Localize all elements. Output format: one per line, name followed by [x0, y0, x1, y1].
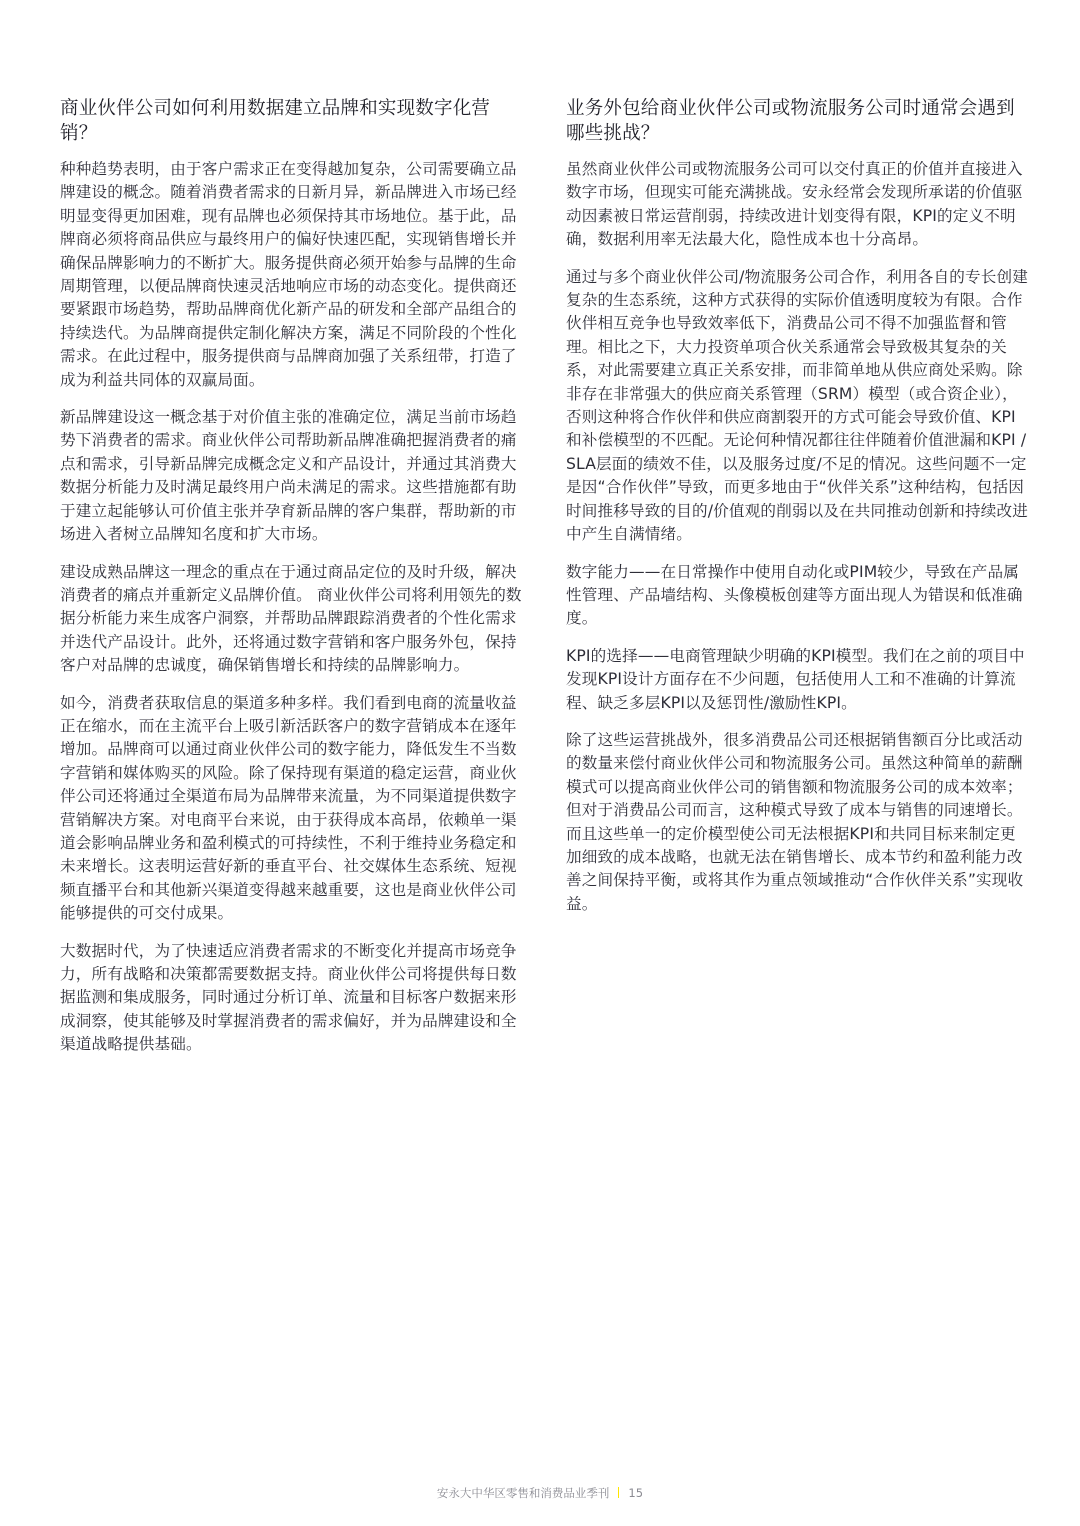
right-column: [566, 96, 1028, 930]
footer-publication: 安永大中华区零售和消费品业季刊: [436, 1486, 610, 1500]
left-heading: 商业伙伴公司如何利用数据建立品牌和实现数字化营销？: [60, 98, 491, 144]
footer-page-number: 15: [628, 1486, 644, 1500]
right-paragraph-4: KPI的选择——电商管理缺少明确的KPI模型。我们在之前的项目中发现KPI设计方面存在不少问题，包括使用人工和不准确的计算流程、缺乏多层KPI以及惩罚性/激励性KPI。: [566, 646, 1025, 712]
footer-separator: [618, 1487, 619, 1498]
left-paragraph-1: 种种趋势表明，由于客户需求正在变得越加复杂，公司需要确立品牌建设的概念。随着消费者需求的日新月异，新品牌进入市场已经明显变得更加困难，现有品牌也必须保持其市场地位。基于此，品牌商必须将商品供应与最终用户的偏好快速匹配，实现销售增长并确保品牌影响力的不断扩大。服务提供商必须开始参与品牌的生命周期管理，以便品牌商快速灵活地响应市场的动态变化。提供商还要紧跟市场趋势，帮助品牌商优化新产品的研发和全部产品组合的持续迭代。为品牌商提供定制化解决方案，满足不同阶段的个性化需求。在此过程中，服务提供商与品牌商加强了关系纽带，打造了成为利益共同体的双赢局面。: [60, 160, 517, 389]
right-paragraph-5: 除了这些运营挑战外，很多消费品公司还根据销售额百分比或活动的数量来偿付商业伙伴公司和物流服务公司。虽然这种简单的薪酬模式可以提高商业伙伴公司的销售额和物流服务公司的成本效率；但对于消费品公司而言，这种模式导致了成本与销售的同速增长。而且这些单一的定价模型使公司无法根据KPI和共同目标来制定更加细致的成本战略，也就无法在销售增长、成本节约和盈利能力改善之间保持平衡，或将其作为重点领域推动“合作伙伴关系”实现收益。: [566, 730, 1024, 913]
left-paragraph-2: 新品牌建设这一概念基于对价值主张的准确定位，满足当前市场趋势下消费者的需求。商业伙伴公司帮助新品牌准确把握消费者的痛点和需求，引导新品牌完成概念定义和产品设计，并通过其消费大数据分析能力及时满足最终用户尚未满足的需求。这些措施都有助于建立起能够认可价值主张并孕育新品牌的客户集群，帮助新的市场进入者树立品牌知名度和扩大市场。: [60, 408, 517, 544]
left-column: [60, 96, 522, 1071]
right-paragraph-3: 数字能力——在日常操作中使用自动化或PIM较少，导致在产品属性管理、产品墙结构、头像模板创建等方面出现人为错误和低准确度。: [566, 562, 1023, 628]
right-heading: 业务外包给商业伙伴公司或物流服务公司时通常会遇到哪些挑战？: [566, 98, 1015, 144]
right-paragraph-2: 通过与多个商业伙伴公司/物流服务公司合作，利用各自的专长创建复杂的生态系统，这种方式获得的实际价值透明度较为有限。合作伙伴相互竞争也导致效率低下，消费品公司不得不加强监督和管理。相比之下，大力投资单项合伙关系通常会导致极其复杂的关系，对此需要建立真正关系安排，而非简单地从供应商处采购。除非存在非常强大的供应商关系管理（SRM）模型（或合资企业），否则这种将合作伙伴和供应商割裂开的方式可能会导致价值、KPI和补偿模型的不匹配。无论何种情况都往往伴随着价值泄漏和KPI / SLA层面的绩效不佳，以及服务过度/不足的情况。这些问题不一定是因“合作伙伴”导致，而更多地由于“伙伴关系”这种结构，包括因时间推移导致的目的/价值观的削弱以及在共同推动创新和持续改进中产生自满情绪。: [566, 267, 1028, 544]
right-paragraph-1: 虽然商业伙伴公司或物流服务公司可以交付真正的价值并直接进入数字市场，但现实可能充满挑战。安永经常会发现所承诺的价值驱动因素被日常运营削弱，持续改进计划变得有限，KPI的定义不明确，数据利用率无法最大化，隐性成本也十分高昂。: [566, 160, 1023, 249]
page-footer: [0, 1485, 1080, 1501]
left-paragraph-5: 大数据时代，为了快速适应消费者需求的不断变化并提高市场竞争力，所有战略和决策都需要数据支持。商业伙伴公司将提供每日数据监测和集成服务，同时通过分析订单、流量和目标客户数据来形成洞察，使其能够及时掌握消费者的需求偏好，并为品牌建设和全渠道战略提供基础。: [60, 941, 517, 1054]
left-paragraph-4: 如今，消费者获取信息的渠道多种多样。我们看到电商的流量收益正在缩水，而在主流平台上吸引新活跃客户的数字营销成本在逐年增加。品牌商可以通过商业伙伴公司的数字能力，降低发生不当数字营销和媒体购买的风险。除了保持现有渠道的稳定运营，商业伙伴公司还将通过全渠道布局为品牌带来流量，为不同渠道提供数字营销解决方案。对电商平台来说，由于获得成本高昂，依赖单一渠道会影响品牌业务和盈利模式的可持续性，不利于维持业务稳定和未来增长。这表明运营好新的垂直平台、社交媒体生态系统、短视频直播平台和其他新兴渠道变得越来越重要，这也是商业伙伴公司能够提供的可交付成果。: [60, 693, 517, 923]
left-paragraph-3: 建设成熟品牌这一理念的重点在于通过商品定位的及时升级，解决消费者的痛点并重新定义品牌价值。 商业伙伴公司将利用领先的数据分析能力来生成客户洞察，并帮助品牌跟踪消费者的个性化需求并迭代产品设计。此外，还将通过数字营销和客户服务外包，保持客户对品牌的忠诚度，确保销售增长和持续的品牌影响力。: [60, 562, 522, 675]
